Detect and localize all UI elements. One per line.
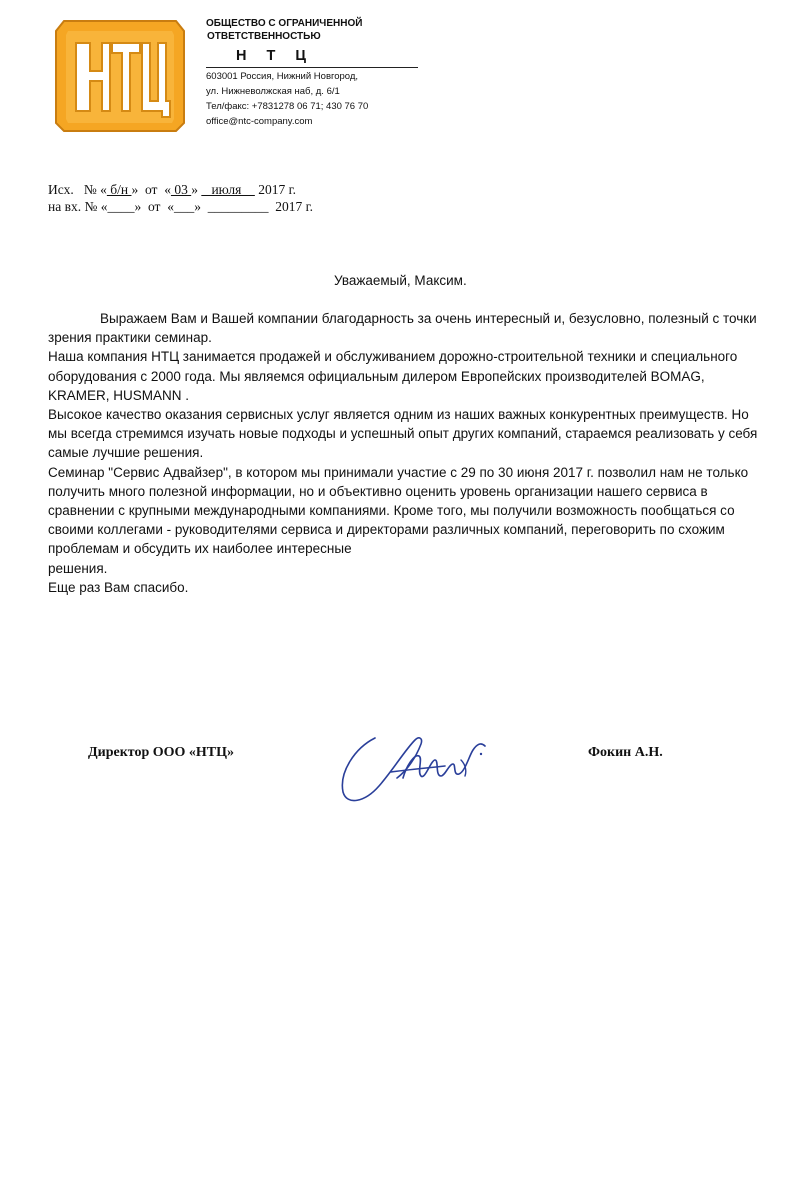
incoming-reference: на вх. № «____» от «___» _________ 2017 г. [48, 199, 313, 214]
salutation: Уважаемый, Максим. [334, 273, 467, 288]
paragraph-gratitude: Выражаем Вам и Вашей компании благодарность за очень интересный и, безусловно, полезный с точки зрения практики семинар. [48, 311, 757, 346]
email: office@ntc-company.com [206, 116, 313, 127]
company-header [206, 17, 418, 129]
paragraph-quality: Высокое качество оказания сервисных услуг является одним из наших важных конкурентных преимуществ. Но мы всегда стремимся изучать новые подходы и успешный опыт других компаний, стараемся реализовать у себя самые лучшие решения. [48, 407, 758, 461]
paragraph-company: Наша компания НТЦ занимается продажей и обслуживанием дорожно-строительной техники и специального оборудования с 2000 года. Мы являемся официальным дилером Европейских производителей BOMAG, KRAMER, HUSMANN . [48, 349, 738, 403]
signer-name: Фокин А.Н. [588, 745, 663, 760]
org-type-line1: ОБЩЕСТВО С ОГРАНИЧЕННОЙ [206, 18, 363, 29]
letter-body [48, 309, 760, 597]
paragraph-seminar-end: решения. [48, 560, 108, 576]
outgoing-reference: Исх. № « б/н » от « 03 » июля 2017 г. [48, 182, 296, 197]
signer-title: Директор ООО «НТЦ» [88, 745, 235, 760]
paragraph-thanks: Еще раз Вам спасибо. [48, 579, 189, 595]
header-divider [206, 67, 418, 68]
company-logo [54, 17, 186, 135]
address-line1: 603001 Россия, Нижний Новгород, [206, 71, 359, 82]
company-name: Н Т Ц [236, 48, 314, 64]
address-line2: ул. Нижневолжская наб, д. 6/1 [206, 86, 340, 97]
handwritten-signature [335, 720, 505, 810]
org-type-line2: ОТВЕТСТВЕННОСТЬЮ [207, 31, 321, 42]
paragraph-seminar: Семинар "Сервис Адвайзер", в котором мы принимали участие с 29 по 30 июня 2017 г. позволил нам не только получить много полезной информации, но и объективно оценить уровень организации нашего сервиса в сравнении с крупными международными компаниями. Кроме того, мы получили возможность пообщаться со своими коллегами - руководителями сервиса и директорами различных компаний, переговорить по схожим проблемам и обсудить их наиболее интересные [48, 464, 749, 557]
reference-block [48, 181, 313, 215]
phone-fax: Тел/факс: +7831278 06 71; 430 76 70 [206, 101, 369, 112]
